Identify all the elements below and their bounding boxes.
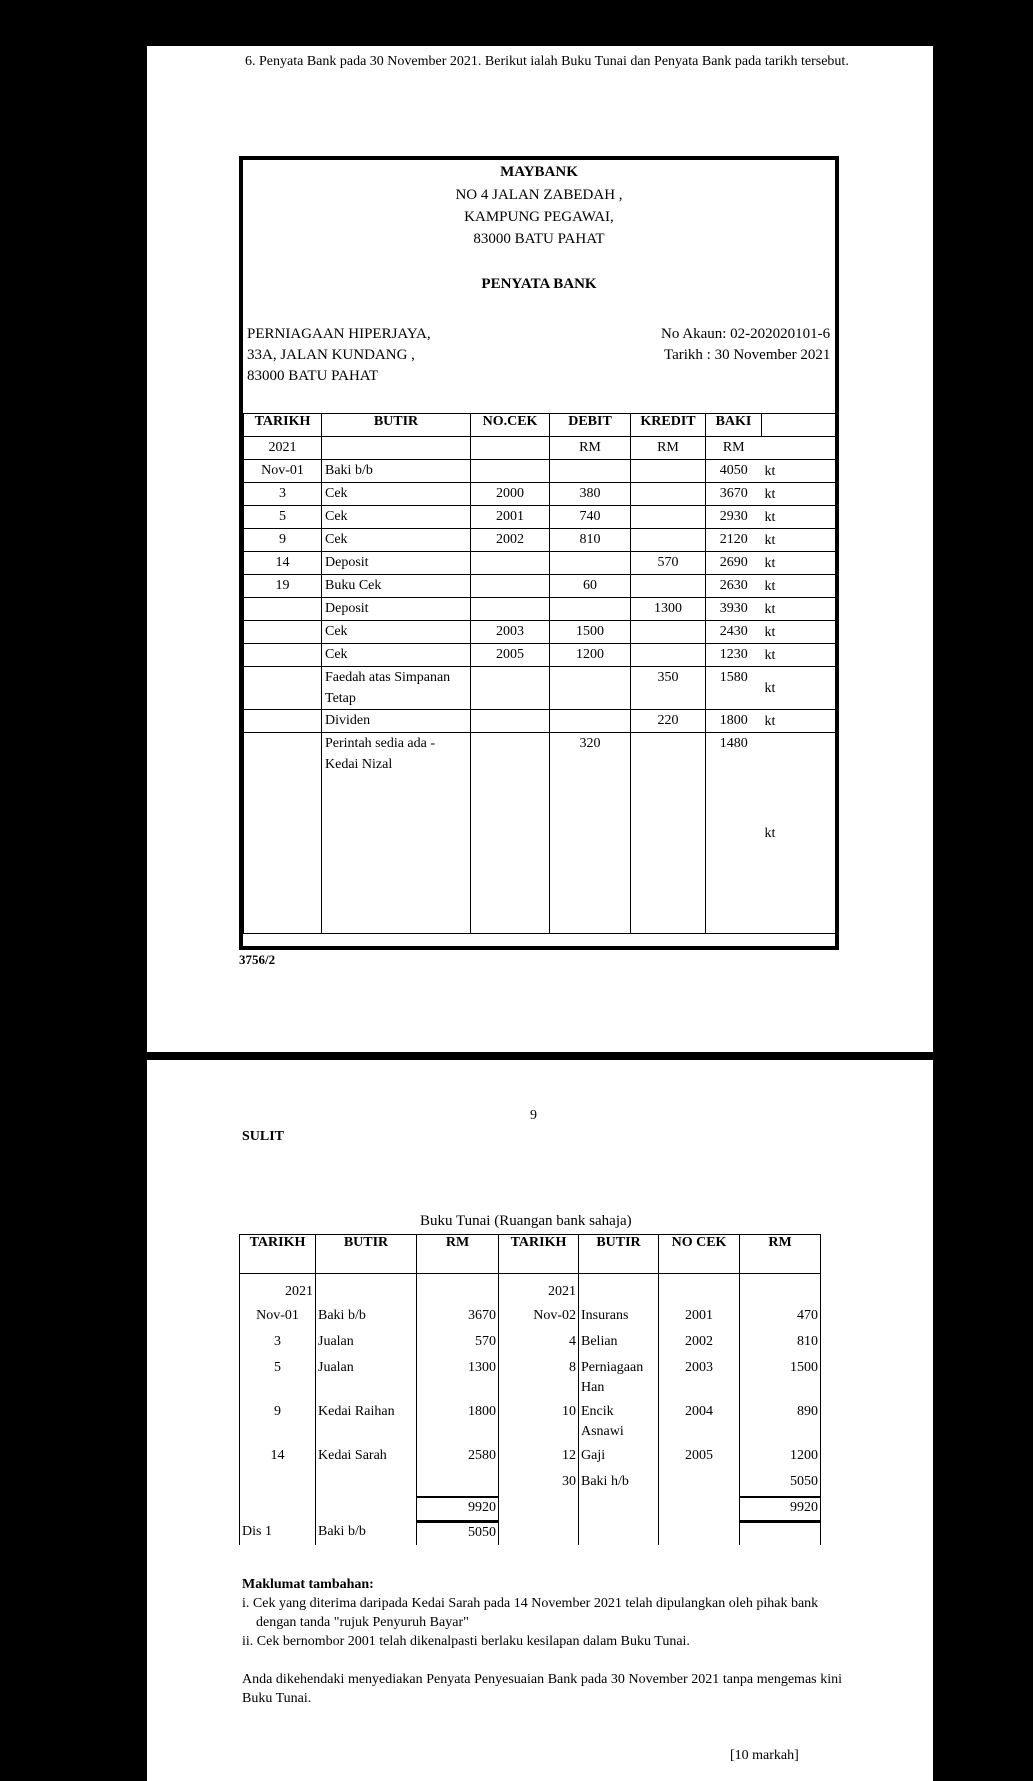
cashbook-row	[240, 1444, 821, 1470]
cb-empty	[659, 1522, 740, 1546]
statement-cell-debit	[550, 598, 631, 621]
cb-col-butir-dr: BUTIR	[316, 1235, 417, 1274]
statement-cell-desc: Baki b/b	[322, 460, 471, 483]
statement-cell-credit	[631, 460, 706, 483]
statement-cell-balance: 2690	[706, 552, 762, 575]
cashbook-row	[240, 1400, 821, 1444]
cb-col-butir-cr: BUTIR	[579, 1235, 659, 1274]
statement-cell-date: 5	[244, 506, 322, 529]
statement-cell-kt: kt	[762, 621, 839, 644]
cb-cr-desc: Perniagaan Han	[579, 1356, 659, 1400]
statement-cell-date: 14	[244, 552, 322, 575]
statement-cell-debit	[550, 710, 631, 733]
statement-cell-debit	[550, 460, 631, 483]
paper-code: 3756/2	[239, 952, 276, 967]
statement-row	[244, 575, 839, 598]
classification-label: SULIT	[242, 1129, 285, 1144]
cashbook-year-row	[240, 1274, 821, 1305]
cb-dr-date: 3	[240, 1330, 316, 1356]
cb-col-tarikh-dr: TARIKH	[240, 1235, 316, 1274]
statement-cell-kt: kt	[762, 644, 839, 667]
bank-address-3: 83000 BATU PAHAT	[473, 231, 605, 247]
bank-name: MAYBANK	[500, 164, 578, 180]
statement-cell-balance: 4050	[706, 460, 762, 483]
statement-cell-debit: 810	[550, 529, 631, 552]
cb-dr-amount	[417, 1470, 499, 1497]
cb-dr-desc: Jualan	[316, 1330, 417, 1356]
statement-cell-desc: Perintah sedia ada - Kedai Nizal	[322, 733, 471, 934]
statement-cell-debit: 1500	[550, 621, 631, 644]
statement-row	[244, 460, 839, 483]
statement-row	[244, 733, 839, 934]
cb-dr-desc: Baki b/b	[316, 1304, 417, 1330]
statement-row	[244, 667, 839, 710]
statement-row	[244, 644, 839, 667]
cb-empty	[659, 1274, 740, 1305]
statement-cell-cheque	[471, 575, 550, 598]
question-intro: 6. Penyata Bank pada 30 November 2021. Berikut ialah Buku Tunai dan Penyata Bank pada tarikh tersebut.	[245, 54, 849, 69]
statement-cell-kt: kt	[762, 529, 839, 552]
cb-dr-amount: 1800	[417, 1400, 499, 1444]
cb-cr-desc: Insurans	[579, 1304, 659, 1330]
statement-cell-debit: 320	[550, 733, 631, 934]
cashbook-title: Buku Tunai (Ruangan bank sahaja)	[420, 1213, 632, 1229]
cb-dr-amount: 570	[417, 1330, 499, 1356]
statement-cell-desc: Dividen	[322, 710, 471, 733]
col-no-cek: NO.CEK	[471, 414, 550, 437]
col-kredit: KREDIT	[631, 414, 706, 437]
cb-cr-cheque: 2005	[659, 1444, 740, 1470]
statement-cell-credit	[631, 621, 706, 644]
cb-bf-amount: 5050	[417, 1522, 499, 1546]
statement-cell-cheque: 2003	[471, 621, 550, 644]
additional-info	[242, 1575, 842, 1708]
cashbook-table	[239, 1234, 821, 1545]
statement-cell-kt: kt	[762, 575, 839, 598]
cb-dr-desc: Kedai Sarah	[316, 1444, 417, 1470]
cb-dr-amount: 2580	[417, 1444, 499, 1470]
page-2	[147, 1060, 933, 1781]
cb-cr-date: 12	[499, 1444, 579, 1470]
customer-line-3: 83000 BATU PAHAT	[247, 368, 379, 384]
cashbook-body	[240, 1274, 821, 1546]
cashbook-row	[240, 1304, 821, 1330]
statement-cell-debit: 380	[550, 483, 631, 506]
statement-cell-desc: Buku Cek	[322, 575, 471, 598]
cb-cr-desc: Encik Asnawi	[579, 1400, 659, 1444]
cashbook-row	[240, 1330, 821, 1356]
statement-cell-date: 19	[244, 575, 322, 598]
cb-empty	[240, 1497, 316, 1522]
cb-cr-date: 8	[499, 1356, 579, 1400]
statement-cell-credit	[631, 506, 706, 529]
customer-line-2: 33A, JALAN KUNDANG ,	[247, 347, 415, 363]
cb-cr-date: 10	[499, 1400, 579, 1444]
statement-cell-cheque	[471, 552, 550, 575]
statement-cell-cheque	[471, 598, 550, 621]
col-tarikh: TARIKH	[244, 414, 322, 437]
statement-row	[244, 621, 839, 644]
col-debit: DEBIT	[550, 414, 631, 437]
cb-empty	[659, 1497, 740, 1522]
cb-dr-date: 9	[240, 1400, 316, 1444]
statement-cell-balance: 1800	[706, 710, 762, 733]
statement-body	[244, 437, 839, 934]
statement-cell-date	[244, 710, 322, 733]
cb-cr-cheque: 2004	[659, 1400, 740, 1444]
statement-row	[244, 598, 839, 621]
cb-cr-amount: 810	[740, 1330, 821, 1356]
cb-empty	[740, 1274, 821, 1305]
statement-cell-credit: 570	[631, 552, 706, 575]
cb-dr-desc	[316, 1470, 417, 1497]
statement-cell-kt	[762, 437, 839, 460]
statement-cell-kt: kt	[762, 598, 839, 621]
statement-cell-balance: 2430	[706, 621, 762, 644]
statement-cell-desc: Cek	[322, 644, 471, 667]
marks-label: [10 markah]	[730, 1748, 799, 1763]
bank-address-1: NO 4 JALAN ZABEDAH ,	[455, 187, 623, 203]
statement-row	[244, 506, 839, 529]
cb-empty	[499, 1497, 579, 1522]
statement-cell-credit	[631, 483, 706, 506]
statement-cell-date: 2021	[244, 437, 322, 460]
statement-cell-credit: RM	[631, 437, 706, 460]
statement-cell-credit	[631, 733, 706, 934]
statement-cell-credit: 1300	[631, 598, 706, 621]
statement-cell-cheque: 2005	[471, 644, 550, 667]
statement-row	[244, 437, 839, 460]
statement-cell-debit: 740	[550, 506, 631, 529]
statement-cell-desc: Deposit	[322, 552, 471, 575]
statement-cell-kt: kt	[762, 733, 839, 934]
statement-cell-cheque: 2002	[471, 529, 550, 552]
statement-row	[244, 552, 839, 575]
cb-col-tarikh-cr: TARIKH	[499, 1235, 579, 1274]
col-kt	[762, 414, 839, 437]
cb-empty	[579, 1497, 659, 1522]
instruction: Anda dikehendaki menyediakan Penyata Penyesuaian Bank pada 30 November 2021 tanpa mengemas kini Buku Tunai.	[242, 1672, 842, 1706]
cb-cr-cheque: 2001	[659, 1304, 740, 1330]
statement-cell-credit: 350	[631, 667, 706, 710]
cb-dr-amount: 3670	[417, 1304, 499, 1330]
statement-cell-kt: kt	[762, 552, 839, 575]
statement-cell-balance: 3930	[706, 598, 762, 621]
cashbook-bf-row	[240, 1522, 821, 1546]
cb-bf-date: Dis 1	[240, 1522, 316, 1546]
statement-cell-kt: kt	[762, 483, 839, 506]
statement-cell-debit: RM	[550, 437, 631, 460]
cb-empty	[316, 1497, 417, 1522]
cb-dr-date	[240, 1470, 316, 1497]
customer-line-1: PERNIAGAAN HIPERJAYA,	[247, 326, 431, 342]
col-butir: BUTIR	[322, 414, 471, 437]
statement-cell-cheque	[471, 460, 550, 483]
cb-dr-total: 9920	[417, 1497, 499, 1522]
cb-cr-desc: Belian	[579, 1330, 659, 1356]
cashbook-row	[240, 1356, 821, 1400]
statement-cell-desc: Deposit	[322, 598, 471, 621]
col-baki: BAKI	[706, 414, 762, 437]
cb-dr-desc: Kedai Raihan	[316, 1400, 417, 1444]
statement-cell-date	[244, 621, 322, 644]
statement-cell-credit	[631, 644, 706, 667]
statement-cell-debit: 1200	[550, 644, 631, 667]
cb-cr-desc: Baki h/b	[579, 1470, 659, 1497]
note-item-1: i. Cek yang diterima daripada Kedai Sarah pada 14 November 2021 telah dipulangkan oleh pihak bank dengan tanda "rujuk Penyuruh Bayar"	[242, 1596, 819, 1630]
statement-cell-balance: 2930	[706, 506, 762, 529]
cb-bf-desc: Baki b/b	[316, 1522, 417, 1546]
bank-address-2: KAMPUNG PEGAWAI,	[464, 209, 614, 225]
statement-cell-balance: 1230	[706, 644, 762, 667]
statement-cell-date	[244, 598, 322, 621]
statement-cell-cheque	[471, 733, 550, 934]
statement-cell-kt: kt	[762, 460, 839, 483]
cb-dr-date: Nov-01	[240, 1304, 316, 1330]
cb-cr-date: Nov-02	[499, 1304, 579, 1330]
cb-empty	[579, 1522, 659, 1546]
statement-cell-desc	[322, 437, 471, 460]
statement-cell-balance: RM	[706, 437, 762, 460]
cb-dr-year: 2021	[240, 1274, 316, 1305]
statement-cell-balance: 1480	[706, 733, 762, 934]
page-1	[147, 46, 933, 1052]
cb-empty	[417, 1274, 499, 1305]
statement-date: Tarikh : 30 November 2021	[664, 347, 831, 363]
cb-cr-amount: 1200	[740, 1444, 821, 1470]
cb-cr-year: 2021	[499, 1274, 579, 1305]
cb-dr-amount: 1300	[417, 1356, 499, 1400]
statement-cell-balance: 3670	[706, 483, 762, 506]
statement-cell-debit	[550, 552, 631, 575]
cb-col-rm-dr: RM	[417, 1235, 499, 1274]
cb-cr-date: 4	[499, 1330, 579, 1356]
cb-cr-amount: 1500	[740, 1356, 821, 1400]
cb-cr-amount: 470	[740, 1304, 821, 1330]
statement-cell-desc: Cek	[322, 483, 471, 506]
statement-cell-date	[244, 733, 322, 934]
statement-cell-debit	[550, 667, 631, 710]
statement-cell-debit: 60	[550, 575, 631, 598]
cashbook-total-row	[240, 1497, 821, 1522]
cb-empty	[740, 1522, 821, 1546]
statement-cell-date	[244, 644, 322, 667]
statement-cell-date: 3	[244, 483, 322, 506]
cb-dr-date: 5	[240, 1356, 316, 1400]
cb-dr-date: 14	[240, 1444, 316, 1470]
statement-row	[244, 483, 839, 506]
cb-col-rm-cr: RM	[740, 1235, 821, 1274]
cb-cr-amount: 5050	[740, 1470, 821, 1497]
cb-cr-total: 9920	[740, 1497, 821, 1522]
statement-cell-date: Nov-01	[244, 460, 322, 483]
cb-cr-desc: Gaji	[579, 1444, 659, 1470]
cb-col-no-cek: NO CEK	[659, 1235, 740, 1274]
statement-cell-cheque: 2001	[471, 506, 550, 529]
cb-empty	[579, 1274, 659, 1305]
statement-cell-cheque	[471, 710, 550, 733]
cb-cr-cheque: 2003	[659, 1356, 740, 1400]
statement-cell-desc: Cek	[322, 621, 471, 644]
statement-cell-desc: Cek	[322, 529, 471, 552]
statement-table	[243, 413, 839, 934]
cb-cr-cheque: 2002	[659, 1330, 740, 1356]
statement-cell-credit	[631, 575, 706, 598]
statement-cell-kt: kt	[762, 667, 839, 710]
account-number: No Akaun: 02-202020101-6	[661, 326, 831, 342]
statement-cell-cheque: 2000	[471, 483, 550, 506]
cashbook-header-row	[240, 1235, 821, 1274]
statement-cell-cheque	[471, 437, 550, 460]
statement-row	[244, 710, 839, 733]
statement-cell-date: 9	[244, 529, 322, 552]
statement-header-row	[244, 414, 839, 437]
cb-cr-date: 30	[499, 1470, 579, 1497]
statement-cell-desc: Faedah atas Simpanan Tetap	[322, 667, 471, 710]
statement-cell-credit: 220	[631, 710, 706, 733]
statement-cell-date	[244, 667, 322, 710]
statement-cell-balance: 2120	[706, 529, 762, 552]
statement-row	[244, 529, 839, 552]
cashbook-row	[240, 1470, 821, 1497]
notes-heading: Maklumat tambahan:	[242, 1577, 374, 1592]
statement-cell-cheque	[471, 667, 550, 710]
page-number: 9	[530, 1108, 537, 1123]
statement-cell-kt: kt	[762, 506, 839, 529]
cb-cr-cheque	[659, 1470, 740, 1497]
statement-cell-kt: kt	[762, 710, 839, 733]
statement-cell-balance: 2630	[706, 575, 762, 598]
statement-cell-balance: 1580	[706, 667, 762, 710]
statement-cell-credit	[631, 529, 706, 552]
cb-empty	[316, 1274, 417, 1305]
statement-title: PENYATA BANK	[481, 276, 597, 292]
cb-cr-amount: 890	[740, 1400, 821, 1444]
cb-empty	[499, 1522, 579, 1546]
statement-cell-desc: Cek	[322, 506, 471, 529]
cb-dr-desc: Jualan	[316, 1356, 417, 1400]
bank-statement	[239, 156, 839, 950]
note-item-2: ii. Cek bernombor 2001 telah dikenalpasti berlaku kesilapan dalam Buku Tunai.	[242, 1634, 690, 1649]
